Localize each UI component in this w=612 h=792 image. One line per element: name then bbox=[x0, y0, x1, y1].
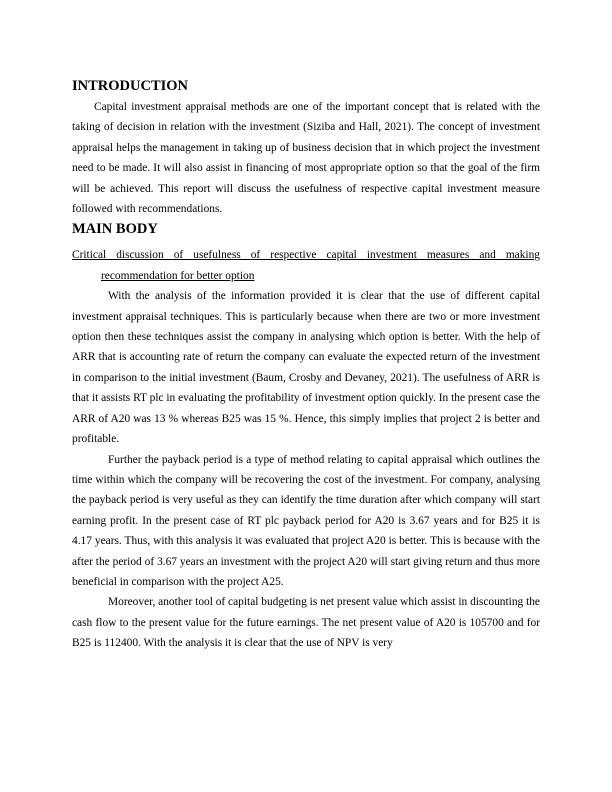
document-page bbox=[72, 76, 540, 654]
introduction-heading: INTRODUCTION bbox=[72, 78, 189, 94]
body-paragraph-arr: With the analysis of the information provided it is clear that the use of different capital investment appraisal techniques. This is particularly because when there are two or more investment option then these techniques assist the company in analysing which option is better. With the help of ARR that is accounting rate of return the company can evaluate the expected return of the investment in comparison to the initial investment (Baum, Crosby and Devaney, 2021). The usefulness of ARR is that it assists RT plc in evaluating the profitability of investment option quickly. In the present case the ARR of A20 was 13 % whereas B25 was 15 %. Hence, this simply implies that project 2 is better and profitable. bbox=[72, 290, 540, 446]
main-body-heading: MAIN BODY bbox=[72, 221, 158, 238]
body-paragraph-npv: Moreover, another tool of capital budgeting is net present value which assist in discounting the cash flow to the present value for the future earnings. The net present value of A20 is 105700 and for B25 is 112400. With the analysis it is clear that the use of NPV is very bbox=[72, 596, 540, 650]
introduction-paragraph: Capital investment appraisal methods are one of the important concept that is related with the taking of decision in relation with the investment (Siziba and Hall, 2021). The concept of investment appraisal helps the management in taking up of business decision that in which project the investment need to be made. It will also assist in financing of most appropriate option so that the goal of the firm will be achieved. This report will discuss the usefulness of respective capital investment measure followed with recommendations. bbox=[72, 101, 540, 216]
section-subheading: Critical discussion of usefulness of respective capital investment measures and making recommendation for better option bbox=[72, 249, 540, 282]
body-paragraph-payback: Further the payback period is a type of method relating to capital appraisal which outlines the time within which the company will be recovering the cost of the investment. For company, analysing the payback period is very useful as they can identify the time duration after which company will start earning profit. In the present case of RT plc payback period for A20 is 3.67 years and for B25 it is 4.17 years. Thus, with this analysis it was evaluated that project A20 is better. This is because with the after the period of 3.67 years an investment with the project A20 will start giving return and thus more beneficial in comparison with the project A25. bbox=[72, 453, 540, 588]
